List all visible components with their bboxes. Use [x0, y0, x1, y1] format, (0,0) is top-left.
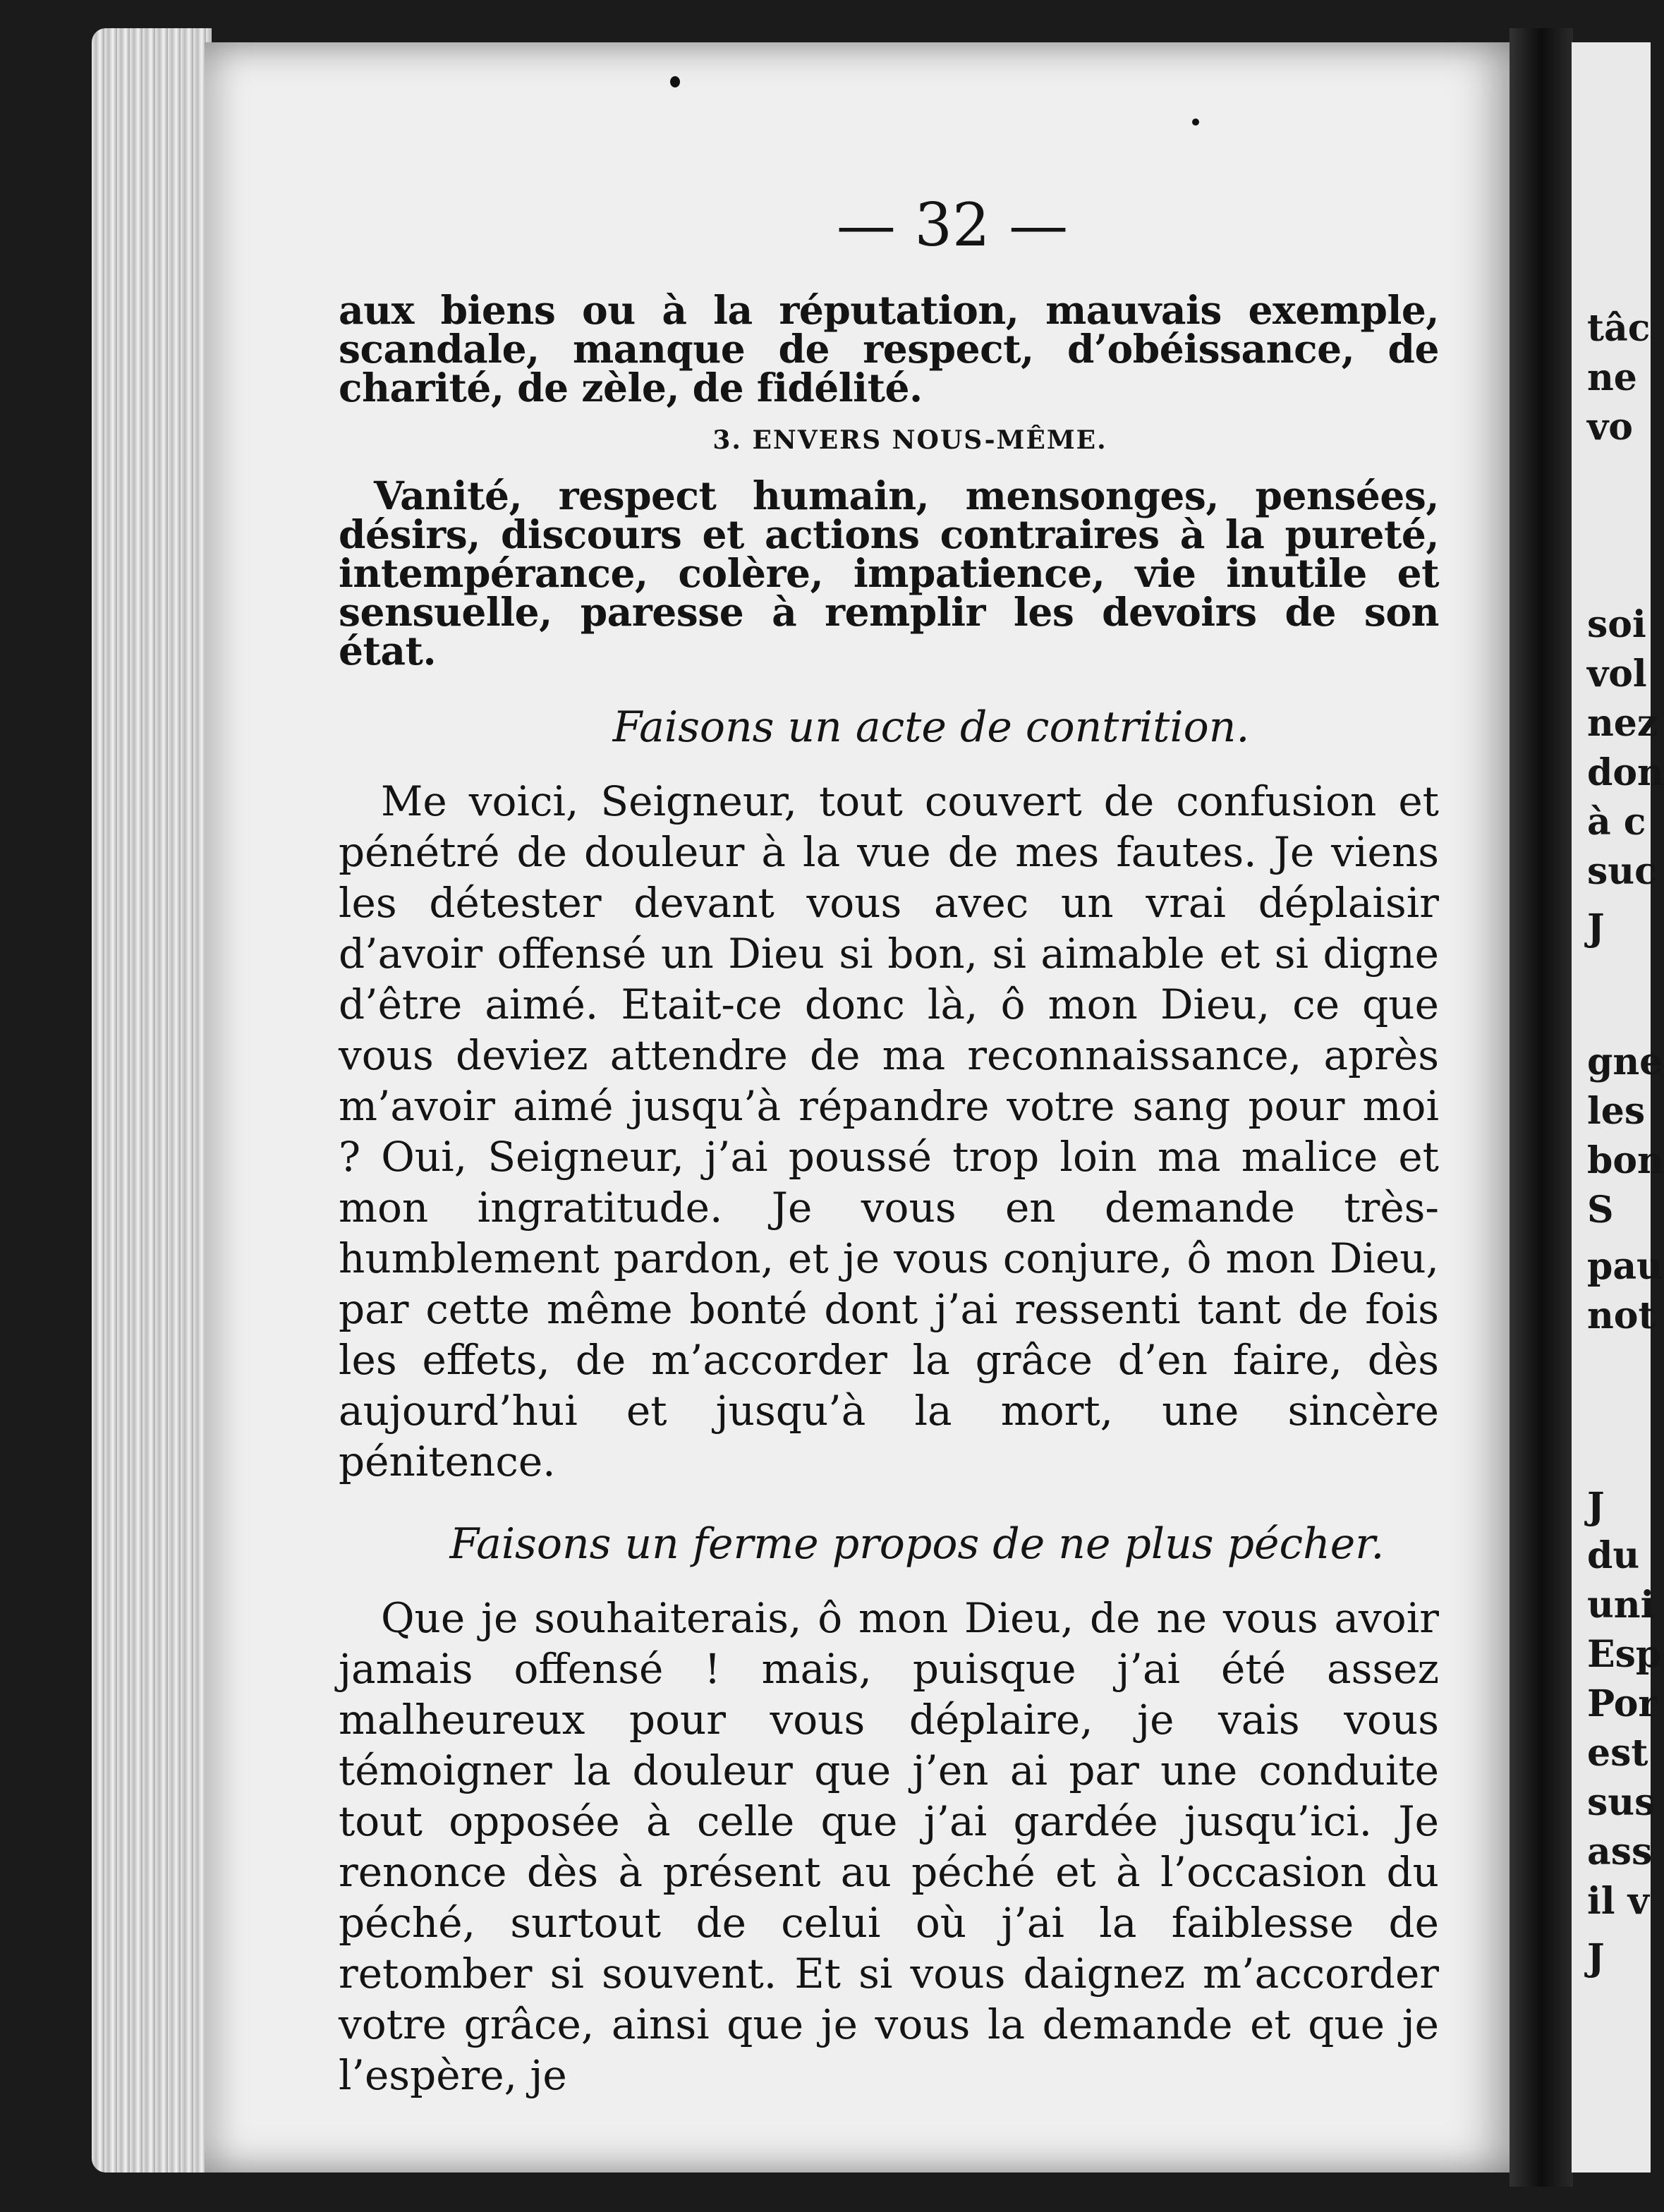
next-page-fragment: sus: [1587, 1781, 1656, 1824]
page-stack-edge: [92, 28, 212, 2172]
next-page-fragment: don: [1587, 751, 1664, 794]
ink-speck: [1192, 119, 1199, 126]
next-page-fragment: il v: [1587, 1880, 1649, 1923]
next-page-fragment: les: [1587, 1090, 1646, 1133]
subheading-propos: Faisons un ferme propos de ne plus pécher.: [449, 1519, 1385, 1569]
section-heading: 3. ENVERS NOUS-MÊME.: [712, 425, 1107, 455]
next-page-fragment: suc: [1587, 850, 1657, 893]
next-page-fragment: est: [1587, 1732, 1648, 1775]
next-page-fragment: ass: [1587, 1830, 1653, 1873]
paragraph-intro: aux biens ou à la réputation, mauvais exemple, scandale, manque de respect, d’obéissance, de charité, de zèle, de fidélité.: [339, 287, 1439, 411]
next-page-fragment: Por: [1587, 1682, 1658, 1725]
next-page-fragment: pau: [1587, 1245, 1663, 1288]
paragraph-contrition: Me voici, Seigneur, tout couvert de confusion et pénétré de douleur à la vue de mes fautes. Je viens les détester devant vous avec un vrai déplaisir d’avoir offensé un Dieu si bon, si aimable et si digne d’être aimé. Etait-ce donc là, ô mon Dieu, ce que vous deviez attendre de ma reconnaissance, après m’avoir aimé jusqu’à répandre votre sang pour moi ? Oui, Seigneur, j’ai poussé trop loin ma malice et mon ingratitude. Je vous en demande très-humblement pardon, et je vous conjure, ô mon Dieu, par cette même bonté dont j’ai ressenti tant de fois les effets, de m’accorder la grâce d’en faire, dès aujourd’hui et jusqu’à la mort, une sincère pénitence.: [339, 777, 1439, 1485]
next-page-fragment: nez: [1587, 702, 1658, 745]
next-page-fragment: à c: [1587, 801, 1646, 844]
next-page-fragment: J: [1587, 1936, 1605, 1979]
paragraph-vanite: Vanité, respect humain, mensonges, pensées, désirs, discours et actions contraires à la pureté, intempérance, colère, impatience, vie inutile et sensuelle, paresse à remplir les devoirs de son état.: [339, 473, 1439, 674]
next-page-fragment: S: [1587, 1189, 1614, 1232]
next-page-fragment: J: [1587, 1485, 1605, 1528]
book-gutter: [1510, 28, 1573, 2187]
next-page-fragment: gne: [1587, 1040, 1663, 1083]
next-page-fragment: soi: [1587, 603, 1646, 646]
subheading-contrition: Faisons un acte de contrition.: [612, 703, 1250, 752]
paragraph-propos: Que je souhaiterais, ô mon Dieu, de ne vous avoir jamais offensé ! mais, puisque j’ai été assez malheureux pour vous déplaire, je vais vous témoigner la douleur que j’en ai par une conduite tout opposée à celle que j’ai gardée jusqu’ici. Je renonce dès à présent au péché et à l’occasion du péché, surtout de celui où j’ai la faiblesse de retomber si souvent. Et si vous daignez m’accorder votre grâce, ainsi que je vous la demande et que je l’espère, je: [339, 1594, 1439, 2099]
next-page-fragment: not: [1587, 1294, 1656, 1337]
next-page-fragment: ne: [1587, 356, 1637, 399]
next-page-fragment: vo: [1587, 406, 1633, 449]
next-page-fragment: uni: [1587, 1584, 1655, 1627]
next-page-fragment: Esp: [1587, 1633, 1662, 1676]
next-page-fragment: tâc: [1587, 307, 1651, 350]
next-page-fragment: J: [1587, 906, 1605, 949]
ink-speck: [670, 76, 680, 87]
next-page-fragment: bon: [1587, 1139, 1664, 1182]
next-page-fragment: du: [1587, 1534, 1640, 1577]
next-page-fragment: vol: [1587, 652, 1647, 695]
page-number: — 32 —: [836, 190, 1069, 260]
page-content: [339, 190, 1439, 2101]
